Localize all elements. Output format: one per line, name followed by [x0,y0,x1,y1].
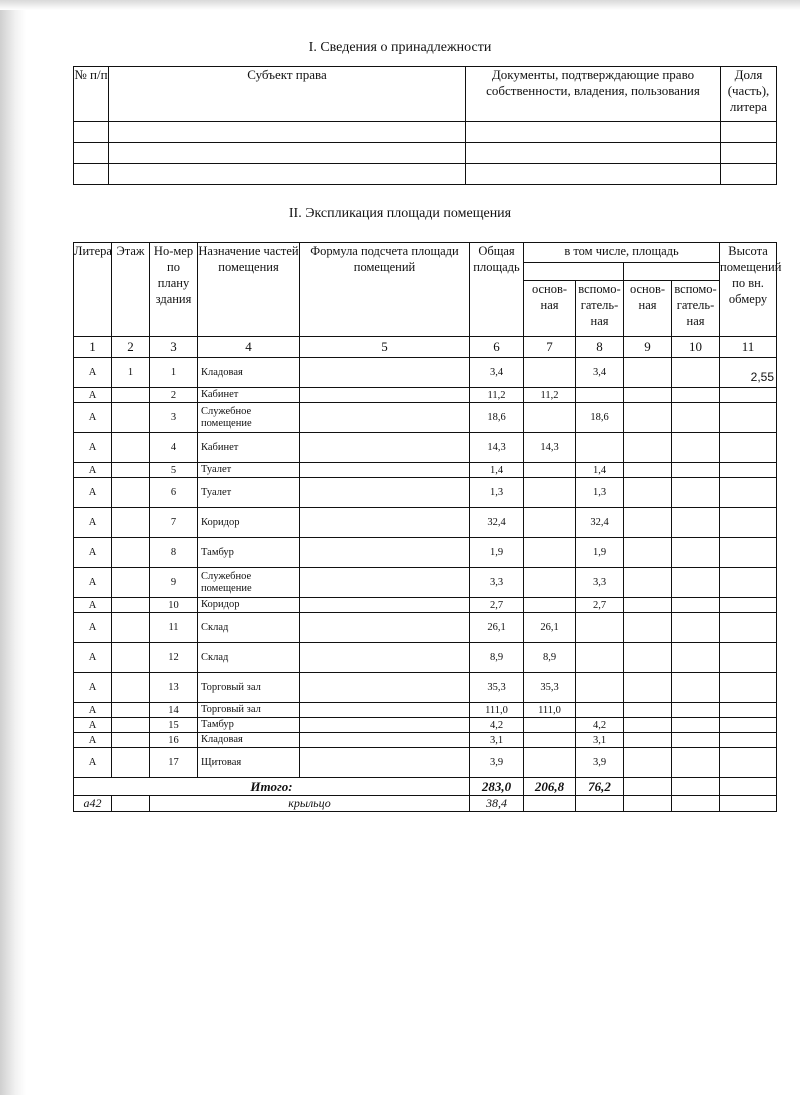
cell-number: 9 [150,568,198,598]
cell-main-area [524,718,576,733]
ownership-row [74,143,777,164]
cell-height [720,568,777,598]
cell-aux-area [576,643,624,673]
cell-total-area: 1,9 [470,538,524,568]
cell-formula [300,613,470,643]
cell-height [720,508,777,538]
cell-main-area: 26,1 [524,613,576,643]
col-number: 5 [300,337,470,358]
height-value [720,579,776,587]
cell-purpose: Туалет [198,478,300,508]
cell-formula [300,733,470,748]
cell-main-area-2 [624,598,672,613]
cell-purpose: Кабинет [198,433,300,463]
header-formula: Формула подсчета площади помещений [300,243,470,337]
cell-main-area-2 [624,403,672,433]
cell-number: 10 [150,598,198,613]
header-height: Высота помещений по вн. обмеру [720,243,777,337]
cell-total-area: 3,4 [470,358,524,388]
cell-main-area: 14,3 [524,433,576,463]
cell-purpose: Кладовая [198,733,300,748]
col-number: 2 [112,337,150,358]
cell-main-area-2 [624,388,672,403]
cell-floor [112,403,150,433]
cell-height [720,598,777,613]
height-value [720,654,776,662]
cell-number: 2 [150,388,198,403]
cell-aux-area: 2,7 [576,598,624,613]
cell-number: 17 [150,748,198,778]
cell-total-area: 3,3 [470,568,524,598]
cell-total-area: 26,1 [470,613,524,643]
height-value [720,549,776,557]
cell-formula [300,403,470,433]
cell-number: 15 [150,718,198,733]
cell-main-area-2 [624,718,672,733]
room-row [74,508,777,538]
porch-area: 38,4 [470,796,524,812]
cell-total-area: 1,3 [470,478,524,508]
cell-floor [112,508,150,538]
cell-main-area [524,478,576,508]
cell-aux-area [576,673,624,703]
room-row [74,718,777,733]
cell-main-area [524,598,576,613]
cell-main-area [524,538,576,568]
section1-title: I. Сведения о принадлежности [308,40,492,55]
cell-floor [112,733,150,748]
cell-floor [112,643,150,673]
cell-number: 3 [150,403,198,433]
cell-main-area-2 [624,733,672,748]
cell-floor [112,463,150,478]
height-value: 2,55 [750,369,775,384]
cell-aux-area: 3,9 [576,748,624,778]
cell-main-area-2 [624,463,672,478]
header-group-right [624,263,720,281]
cell-aux-area-2 [672,358,720,388]
cell-purpose: Торговый зал [198,673,300,703]
room-row [74,388,777,403]
header-number: Но-мер по плану здания [150,243,198,337]
cell-litera: А [74,478,112,508]
cell-aux-area-2 [672,433,720,463]
height-value [720,391,776,399]
cell-height [720,538,777,568]
height-value [720,706,776,714]
room-row [74,733,777,748]
cell-height [720,463,777,478]
total-row [74,778,777,796]
cell-total-area: 3,1 [470,733,524,748]
cell-total-area: 1,4 [470,463,524,478]
cell-litera: А [74,358,112,388]
room-row [74,673,777,703]
cell-number: 8 [150,538,198,568]
cell-floor [112,568,150,598]
cell-floor [112,478,150,508]
height-value [720,736,776,744]
cell-aux-area [576,433,624,463]
ownership-row [74,122,777,143]
cell-aux-area: 18,6 [576,403,624,433]
cell-aux-area-2 [672,403,720,433]
cell-total-area: 111,0 [470,703,524,718]
cell-formula [300,673,470,703]
cell-litera: А [74,508,112,538]
room-row [74,433,777,463]
column-numbers-row [74,337,777,358]
cell-aux-area-2 [672,388,720,403]
cell-number: 12 [150,643,198,673]
cell-formula [300,643,470,673]
cell-height [720,673,777,703]
col-number: 10 [672,337,720,358]
col-number: 11 [720,337,777,358]
cell-purpose: Служебное помещение [198,403,300,433]
cell-aux-area-2 [672,538,720,568]
cell-main-area-2 [624,643,672,673]
cell-formula [300,433,470,463]
cell-aux-area-2 [672,733,720,748]
col-number: 7 [524,337,576,358]
cell-main-area: 11,2 [524,388,576,403]
header-subject: Субъект права [109,67,466,122]
cell-formula [300,718,470,733]
cell-formula [300,463,470,478]
cell-floor [112,673,150,703]
cell-aux-area: 1,3 [576,478,624,508]
cell-main-area [524,463,576,478]
cell-height [720,703,777,718]
cell-floor [112,748,150,778]
cell-floor: 1 [112,358,150,388]
cell-aux-area-2 [672,718,720,733]
cell-purpose: Коридор [198,598,300,613]
cell-aux-area-2 [672,463,720,478]
cell-aux-area [576,703,624,718]
cell-formula [300,538,470,568]
cell-purpose: Тамбур [198,718,300,733]
height-value [720,519,776,527]
cell-litera: А [74,673,112,703]
cell-purpose: Кладовая [198,358,300,388]
height-value [720,489,776,497]
cell-formula [300,748,470,778]
cell-total-area: 8,9 [470,643,524,673]
cell-main-area-2 [624,508,672,538]
cell-aux-area: 32,4 [576,508,624,538]
room-row [74,598,777,613]
height-value [720,721,776,729]
cell-litera: А [74,568,112,598]
cell-total-area: 11,2 [470,388,524,403]
cell-aux-area-2 [672,598,720,613]
cell-height [720,643,777,673]
cell-main-area [524,508,576,538]
col-number: 6 [470,337,524,358]
cell-litera: А [74,718,112,733]
cell-aux-area-2 [672,613,720,643]
col-number: 3 [150,337,198,358]
cell-formula [300,508,470,538]
cell-litera: А [74,598,112,613]
cell-floor [112,718,150,733]
header-including: в том числе, площадь [524,243,720,263]
cell-floor [112,598,150,613]
cell-formula [300,358,470,388]
col-number: 9 [624,337,672,358]
col-number: 8 [576,337,624,358]
explication-table [73,242,782,812]
cell-height [720,388,777,403]
page-shadow-top [0,0,800,10]
cell-formula [300,703,470,718]
cell-aux-area: 3,4 [576,358,624,388]
cell-floor [112,613,150,643]
cell-total-area: 32,4 [470,508,524,538]
cell-litera: А [74,388,112,403]
cell-aux-area-2 [672,673,720,703]
cell-litera: А [74,463,112,478]
room-row [74,568,777,598]
cell-litera: А [74,703,112,718]
cell-main-area-2 [624,703,672,718]
cell-formula [300,568,470,598]
header-share: Доля (часть), литера [721,67,777,122]
cell-aux-area-2 [672,703,720,718]
header-main-1: основ-ная [524,281,576,337]
room-row [74,748,777,778]
cell-litera: А [74,433,112,463]
total-main: 206,8 [524,778,576,796]
porch-litera: а42 [74,796,112,812]
col-number: 1 [74,337,112,358]
cell-main-area-2 [624,478,672,508]
cell-aux-area-2 [672,508,720,538]
cell-aux-area: 3,1 [576,733,624,748]
height-value [720,466,776,474]
room-row [74,463,777,478]
cell-height [720,403,777,433]
cell-number: 7 [150,508,198,538]
header-num: № п/п [74,67,109,122]
cell-aux-area-2 [672,643,720,673]
cell-number: 13 [150,673,198,703]
cell-height [720,718,777,733]
cell-number: 4 [150,433,198,463]
header-floor: Этаж [112,243,150,337]
cell-litera: А [74,748,112,778]
col-number: 4 [198,337,300,358]
total-aux: 76,2 [576,778,624,796]
header-total-area: Общая площадь [470,243,524,337]
cell-height [720,478,777,508]
cell-number: 1 [150,358,198,388]
cell-litera: А [74,613,112,643]
section2-title: II. Экспликация площади помещения [288,206,512,221]
cell-litera: А [74,643,112,673]
header-aux-1: вспомо-гатель-ная [576,281,624,337]
cell-purpose: Служебное помещение [198,568,300,598]
cell-purpose: Тамбур [198,538,300,568]
cell-aux-area-2 [672,748,720,778]
cell-main-area-2 [624,568,672,598]
cell-litera: А [74,403,112,433]
cell-aux-area [576,613,624,643]
cell-main-area-2 [624,538,672,568]
cell-total-area: 4,2 [470,718,524,733]
height-value [720,601,776,609]
cell-purpose: Торговый зал [198,703,300,718]
cell-main-area [524,403,576,433]
cell-aux-area [576,388,624,403]
cell-number: 6 [150,478,198,508]
cell-main-area-2 [624,433,672,463]
cell-main-area [524,568,576,598]
cell-formula [300,388,470,403]
cell-main-area: 111,0 [524,703,576,718]
cell-floor [112,538,150,568]
room-row [74,478,777,508]
header-main-2: основ-ная [624,281,672,337]
cell-number: 14 [150,703,198,718]
cell-litera: А [74,733,112,748]
cell-main-area-2 [624,673,672,703]
cell-purpose: Склад [198,643,300,673]
page-shadow-left [0,0,26,1095]
cell-aux-area: 1,9 [576,538,624,568]
cell-aux-area: 4,2 [576,718,624,733]
cell-purpose: Склад [198,613,300,643]
height-value [720,759,776,767]
cell-purpose: Щитовая [198,748,300,778]
header-litera: Литера [74,243,112,337]
room-row [74,358,777,388]
cell-aux-area: 3,3 [576,568,624,598]
total-area: 283,0 [470,778,524,796]
cell-height [720,733,777,748]
cell-main-area-2 [624,613,672,643]
room-row [74,643,777,673]
total-label: Итого: [74,778,470,796]
header-documents: Документы, подтверждающие право собственности, владения, пользования [466,67,721,122]
cell-total-area: 14,3 [470,433,524,463]
cell-number: 11 [150,613,198,643]
porch-name: крыльцо [150,796,470,812]
cell-total-area: 35,3 [470,673,524,703]
room-row [74,538,777,568]
cell-formula [300,598,470,613]
cell-floor [112,388,150,403]
cell-height [720,613,777,643]
cell-main-area: 35,3 [524,673,576,703]
cell-number: 16 [150,733,198,748]
cell-main-area [524,748,576,778]
cell-main-area: 8,9 [524,643,576,673]
cell-purpose: Коридор [198,508,300,538]
cell-total-area: 18,6 [470,403,524,433]
cell-purpose: Туалет [198,463,300,478]
cell-height [720,433,777,463]
cell-height [720,358,777,388]
header-aux-2: вспомо-гатель-ная [672,281,720,337]
height-value [720,444,776,452]
porch-row [74,796,777,812]
cell-floor [112,433,150,463]
cell-aux-area: 1,4 [576,463,624,478]
cell-formula [300,478,470,508]
cell-aux-area-2 [672,478,720,508]
cell-floor [112,703,150,718]
ownership-table [73,66,777,185]
cell-litera: А [74,538,112,568]
room-row [74,703,777,718]
cell-total-area: 3,9 [470,748,524,778]
cell-main-area-2 [624,748,672,778]
cell-main-area-2 [624,358,672,388]
height-value [720,684,776,692]
header-purpose: Назначение частей помещения [198,243,300,337]
cell-number: 5 [150,463,198,478]
height-value [720,624,776,632]
cell-height [720,748,777,778]
height-value [720,414,776,422]
cell-purpose: Кабинет [198,388,300,403]
ownership-row [74,164,777,185]
cell-main-area [524,358,576,388]
cell-aux-area-2 [672,568,720,598]
header-group-left [524,263,624,281]
room-row [74,613,777,643]
room-row [74,403,777,433]
cell-total-area: 2,7 [470,598,524,613]
cell-main-area [524,733,576,748]
